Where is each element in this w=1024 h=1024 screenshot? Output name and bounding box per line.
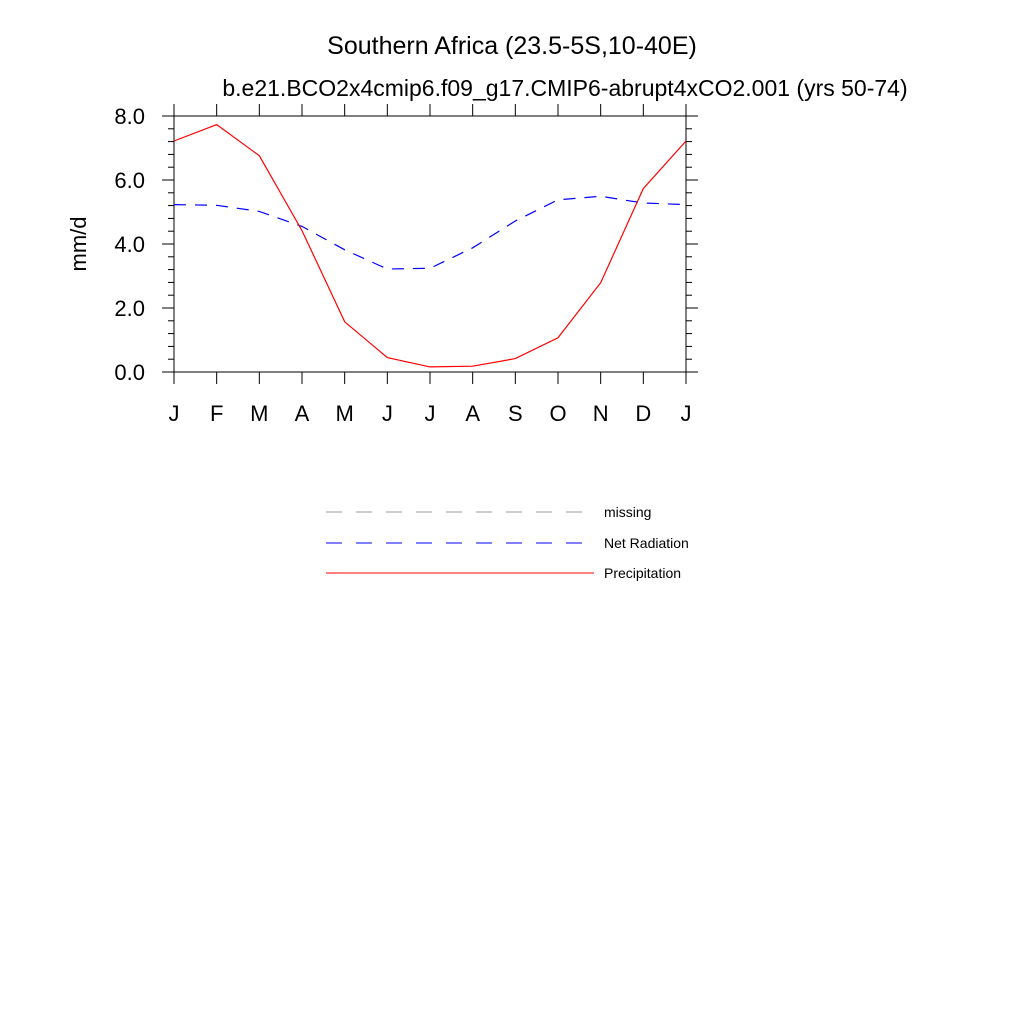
x-tick-label: J xyxy=(424,401,436,426)
x-tick-label: J xyxy=(381,401,393,426)
legend-label: Precipitation xyxy=(604,565,682,581)
plot-frame xyxy=(174,116,686,372)
chart-subtitle: b.e21.BCO2x4cmip6.f09_g17.CMIP6-abrupt4xCO2.001 (yrs 50-74) xyxy=(222,75,908,101)
x-tick-label: M xyxy=(250,401,269,426)
y-tick-label: 6.0 xyxy=(114,168,145,193)
y-tick-label: 4.0 xyxy=(114,232,145,257)
legend xyxy=(326,504,689,581)
series-line-net-radiation xyxy=(174,196,686,269)
y-tick-label: 8.0 xyxy=(114,104,145,129)
x-tick-label: D xyxy=(635,401,652,426)
x-tick-label: S xyxy=(507,401,523,426)
x-tick-label: J xyxy=(168,401,180,426)
x-tick-label: J xyxy=(680,401,692,426)
series-line-precipitation xyxy=(174,125,686,367)
chart-title: Southern Africa (23.5-5S,10-40E) xyxy=(327,32,697,60)
x-tick-label: M xyxy=(335,401,354,426)
legend-label: missing xyxy=(604,504,652,520)
plot-area xyxy=(114,104,698,426)
y-tick-label: 0.0 xyxy=(114,360,145,385)
x-tick-label: N xyxy=(592,401,609,426)
y-axis-label: mm/d xyxy=(66,216,91,272)
legend-label: Net Radiation xyxy=(604,535,689,551)
x-tick-label: O xyxy=(549,401,567,426)
x-tick-label: F xyxy=(209,401,224,426)
x-tick-label: A xyxy=(294,401,310,426)
y-tick-label: 2.0 xyxy=(114,296,145,321)
x-tick-label: A xyxy=(465,401,481,426)
